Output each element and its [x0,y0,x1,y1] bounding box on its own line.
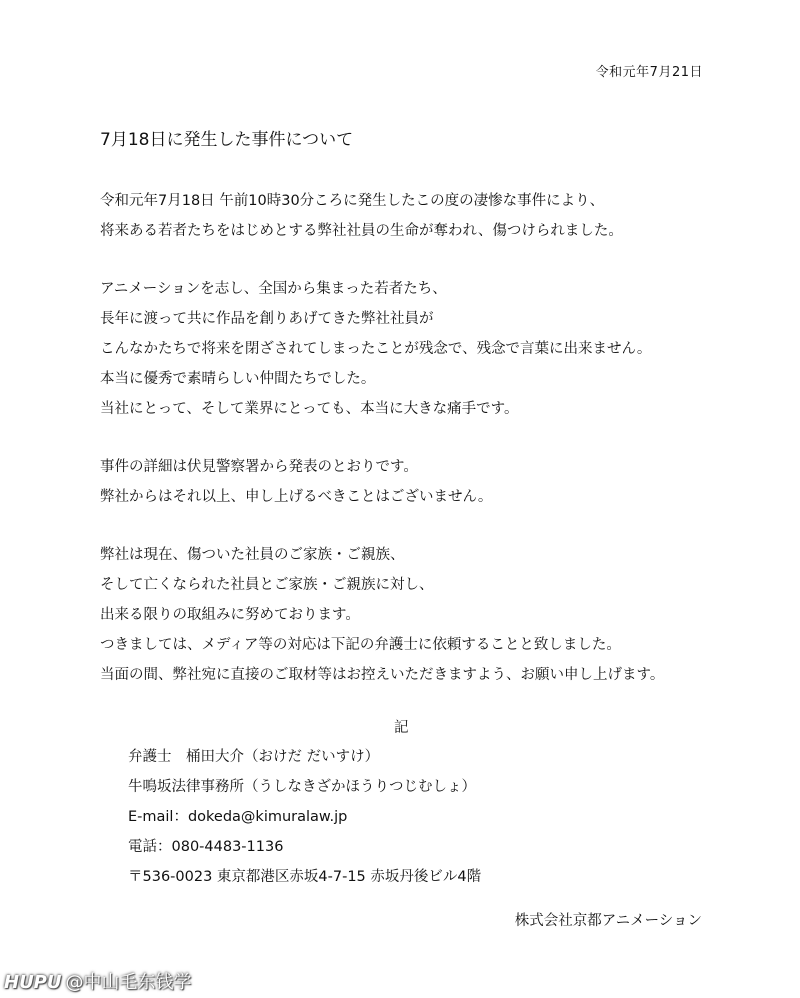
text-line: 出来る限りの取組みに努めております。 [100,607,360,623]
watermark-logo: HUPU [4,972,62,993]
text-line: 当面の間、弊社宛に直接のご取材等はお控えいただきますよう、お願い申し上げます。 [100,667,665,683]
law-firm: 牛鳴坂法律事務所（うしなきざかほうりつじむしょ） [128,779,476,795]
paragraph-1 [100,186,664,246]
watermark [4,968,192,994]
text-line: こんなかたちで将来を閉ざされてしまったことが残念で、残念で言葉に出来ません。 [100,341,652,357]
text-line: 弊社は現在、傷ついた社員のご家族・ご親族、 [100,547,405,563]
document-date: 令和元年7月21日 [595,65,703,80]
ki-heading: 記 [394,720,409,736]
document-title: 7月18日に発生した事件について [100,130,354,150]
contact-block [128,742,481,892]
company-name: 株式会社京都アニメーション [514,913,702,929]
lawyer-name: 弁護士 桶田大介（おけだ だいすけ） [128,749,380,765]
document-body [100,186,664,718]
postal-address: 〒536-0023 東京都港区赤坂4-7-15 赤坂丹後ビル4階 [128,869,482,885]
email-address [128,802,481,832]
phone-number: 電話：080-4483-1136 [128,839,284,855]
text-line: 当社にとって、そして業界にとっても、本当に大きな痛手です。 [100,401,519,417]
text-line: 将来ある若者たちをはじめとする弊社社員の生命が奪われ、傷つけられました。 [100,223,623,239]
text-line: 弊社からはそれ以上、申し上げるべきことはございません。 [100,489,493,505]
paragraph-3 [100,452,664,512]
paragraph-2 [100,274,664,424]
email-text: E-mail：dokeda@kimuralaw.jp [128,809,348,825]
text-line: 本当に優秀で素晴らしい仲間たちでした。 [100,371,376,387]
watermark-handle: @中山毛东钱学 [65,972,192,993]
text-line: 事件の詳細は伏見警察署から発表のとおりです。 [100,459,418,475]
paragraph-4 [100,540,664,690]
text-line: そして亡くなられた社員とご家族・ご親族に対し、 [100,577,434,593]
text-line: つきましては、メディア等の対応は下記の弁護士に依頼することと致しました。 [100,637,621,653]
text-line: 長年に渡って共に作品を創りあげてきた弊社社員が [100,311,434,327]
text-line: アニメーションを志し、全国から集まった若者たち、 [100,281,447,297]
text-line: 令和元年7月18日 午前10時30分ころに発生したこの度の凄惨な事件により、 [100,193,605,209]
